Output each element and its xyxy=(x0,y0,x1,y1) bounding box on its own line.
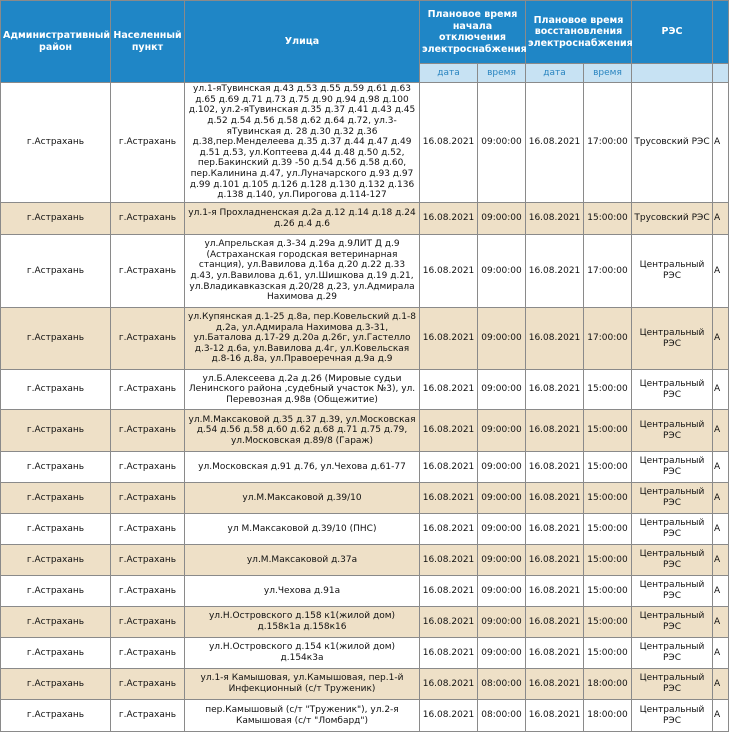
locality-cell: г.Астрахань xyxy=(111,700,185,732)
table-row xyxy=(1,514,729,545)
off-date-cell: 16.08.2021 xyxy=(420,576,478,607)
res-cell: Трусовский РЭС xyxy=(632,203,713,235)
off-date-cell: 16.08.2021 xyxy=(420,235,478,308)
off-date-cell: 16.08.2021 xyxy=(420,638,478,669)
extra-cell: А xyxy=(713,483,729,514)
district-cell: г.Астрахань xyxy=(1,545,111,576)
street-cell: ул.М.Максаковой д.39/10 xyxy=(185,483,420,514)
table-row xyxy=(1,638,729,669)
off-time-cell: 09:00:00 xyxy=(478,203,526,235)
subheader-res-blank xyxy=(632,64,713,83)
off-time-cell: 09:00:00 xyxy=(478,638,526,669)
off-time-cell: 09:00:00 xyxy=(478,607,526,638)
header-row xyxy=(1,1,729,64)
street-cell: ул.Н.Островского д.158 к1(жилой дом) д.158к1а д.158к16 xyxy=(185,607,420,638)
on-date-cell: 16.08.2021 xyxy=(526,83,584,203)
off-date-cell: 16.08.2021 xyxy=(420,83,478,203)
street-cell: ул.1-я Прохладненская д.2а д.12 д.14 д.18 д.24 д.26 д.4 д.6 xyxy=(185,203,420,235)
on-date-cell: 16.08.2021 xyxy=(526,514,584,545)
off-time-cell: 09:00:00 xyxy=(478,410,526,452)
on-date-cell: 16.08.2021 xyxy=(526,700,584,732)
off-date-cell: 16.08.2021 xyxy=(420,308,478,370)
district-cell: г.Астрахань xyxy=(1,203,111,235)
street-cell: ул.Б.Алексеева д.2а д.26 (Мировые судьи Ленинского района ,судебный участок №3), ул. Перевозная д.98в (Общежитие) xyxy=(185,370,420,410)
on-time-cell: 17:00:00 xyxy=(584,235,632,308)
locality-cell: г.Астрахань xyxy=(111,669,185,700)
street-cell: ул.М.Максаковой д.35 д.37 д.39, ул.Московская д.54 д.56 д.58 д.60 д.62 д.68 д.71 д.75 д.79, ул.Московская д.89/8 (Гараж) xyxy=(185,410,420,452)
on-date-cell: 16.08.2021 xyxy=(526,576,584,607)
subheader-on-date: дата xyxy=(526,64,584,83)
street-cell: ул М.Максаковой д.39/10 (ПНС) xyxy=(185,514,420,545)
res-cell: Центральный РЭС xyxy=(632,514,713,545)
district-cell: г.Астрахань xyxy=(1,83,111,203)
res-cell: Центральный РЭС xyxy=(632,700,713,732)
res-cell: Центральный РЭС xyxy=(632,235,713,308)
off-time-cell: 09:00:00 xyxy=(478,452,526,483)
res-cell: Центральный РЭС xyxy=(632,410,713,452)
on-date-cell: 16.08.2021 xyxy=(526,607,584,638)
extra-cell: А xyxy=(713,235,729,308)
header-on-time: Плановое время восстановления электроснабжения xyxy=(526,1,632,64)
on-date-cell: 16.08.2021 xyxy=(526,370,584,410)
res-cell: Центральный РЭС xyxy=(632,638,713,669)
district-cell: г.Астрахань xyxy=(1,452,111,483)
locality-cell: г.Астрахань xyxy=(111,235,185,308)
off-date-cell: 16.08.2021 xyxy=(420,452,478,483)
street-cell: ул.1-яТувинская д.43 д.53 д.55 д.59 д.61 д.63 д.65 д.69 д.71 д.73 д.75 д.90 д.94 д.98 д.100 д.102, ул.2-яТувинская д.35 д.37 д.41 д.43 д.45 д.52 д.54 д.56 д.58 д.62 д.64 д.72, ул.3-яТувинская д. 28 д.30 д.32 д.36 д.38,пер.Менделеева д.35 д.37 д.44 д.47 д.49 д.51 д.53, ул.Коптеева д.44 д.48 д.50 д.52, пер.Бакинский д.39 -50 д.54 д.56 д.58 д.60, пер.Калинина д.47, ул.Луначарского д.93 д.97 д.99 д.101 д.105 д.126 д.128 д.130 д.132 д.136 д.138 д.140, ул.Пирогова д.114-127 xyxy=(185,83,420,203)
on-time-cell: 15:00:00 xyxy=(584,607,632,638)
extra-cell: А xyxy=(713,638,729,669)
off-date-cell: 16.08.2021 xyxy=(420,483,478,514)
table-row xyxy=(1,607,729,638)
off-date-cell: 16.08.2021 xyxy=(420,545,478,576)
on-time-cell: 15:00:00 xyxy=(584,410,632,452)
table-row xyxy=(1,203,729,235)
district-cell: г.Астрахань xyxy=(1,514,111,545)
header-extra xyxy=(713,1,729,64)
district-cell: г.Астрахань xyxy=(1,638,111,669)
on-date-cell: 16.08.2021 xyxy=(526,235,584,308)
off-date-cell: 16.08.2021 xyxy=(420,607,478,638)
district-cell: г.Астрахань xyxy=(1,700,111,732)
res-cell: Центральный РЭС xyxy=(632,669,713,700)
on-date-cell: 16.08.2021 xyxy=(526,545,584,576)
extra-cell: А xyxy=(713,410,729,452)
on-date-cell: 16.08.2021 xyxy=(526,669,584,700)
table-row xyxy=(1,83,729,203)
on-time-cell: 15:00:00 xyxy=(584,452,632,483)
locality-cell: г.Астрахань xyxy=(111,545,185,576)
locality-cell: г.Астрахань xyxy=(111,410,185,452)
locality-cell: г.Астрахань xyxy=(111,370,185,410)
street-cell: пер.Камышовый (с/т "Труженик"), ул.2-я Камышовая (с/т "Ломбард") xyxy=(185,700,420,732)
res-cell: Центральный РЭС xyxy=(632,483,713,514)
district-cell: г.Астрахань xyxy=(1,576,111,607)
locality-cell: г.Астрахань xyxy=(111,308,185,370)
off-time-cell: 09:00:00 xyxy=(478,83,526,203)
subheader-off-date: дата xyxy=(420,64,478,83)
extra-cell: А xyxy=(713,203,729,235)
on-time-cell: 15:00:00 xyxy=(584,483,632,514)
locality-cell: г.Астрахань xyxy=(111,607,185,638)
res-cell: Центральный РЭС xyxy=(632,308,713,370)
table-row xyxy=(1,410,729,452)
extra-cell: А xyxy=(713,545,729,576)
table-row xyxy=(1,370,729,410)
off-time-cell: 09:00:00 xyxy=(478,235,526,308)
res-cell: Центральный РЭС xyxy=(632,545,713,576)
off-time-cell: 09:00:00 xyxy=(478,308,526,370)
table-row xyxy=(1,545,729,576)
on-date-cell: 16.08.2021 xyxy=(526,483,584,514)
table-row xyxy=(1,483,729,514)
district-cell: г.Астрахань xyxy=(1,410,111,452)
extra-cell: А xyxy=(713,452,729,483)
on-time-cell: 15:00:00 xyxy=(584,638,632,669)
locality-cell: г.Астрахань xyxy=(111,452,185,483)
on-date-cell: 16.08.2021 xyxy=(526,308,584,370)
off-time-cell: 08:00:00 xyxy=(478,700,526,732)
district-cell: г.Астрахань xyxy=(1,235,111,308)
on-time-cell: 15:00:00 xyxy=(584,545,632,576)
res-cell: Центральный РЭС xyxy=(632,576,713,607)
table-row xyxy=(1,576,729,607)
street-cell: ул.Купянская д.1-25 д.8а, пер.Ковельский д.1-8 д.2а, ул.Адмирала Нахимова д.3-31, ул.Баталова д.17-29 д.20а д.26г, ул.Гастелло д.3-12 д.6а, ул.Вавилова д.4г, ул.Ковельская д.8-16 д.8а, ул.Правоеречная д.9а д.9 xyxy=(185,308,420,370)
header-district: Административный район xyxy=(1,1,111,83)
extra-cell: А xyxy=(713,576,729,607)
on-time-cell: 18:00:00 xyxy=(584,700,632,732)
res-cell: Центральный РЭС xyxy=(632,607,713,638)
street-cell: ул.1-я Камышовая, ул.Камышовая, пер.1-й Инфекционный (с/т Труженик) xyxy=(185,669,420,700)
off-date-cell: 16.08.2021 xyxy=(420,203,478,235)
res-cell: Трусовский РЭС xyxy=(632,83,713,203)
street-cell: ул.Чехова д.91а xyxy=(185,576,420,607)
district-cell: г.Астрахань xyxy=(1,370,111,410)
on-date-cell: 16.08.2021 xyxy=(526,410,584,452)
off-time-cell: 09:00:00 xyxy=(478,576,526,607)
off-date-cell: 16.08.2021 xyxy=(420,410,478,452)
subheader-on-time: время xyxy=(584,64,632,83)
extra-cell: А xyxy=(713,607,729,638)
subheader-off-time: время xyxy=(478,64,526,83)
header-locality: Населенный пункт xyxy=(111,1,185,83)
street-cell: ул.Апрельская д.3-34 д.29а д.9ЛИТ Д д.9 (Астраханская городская ветеринарная станция), ул.Вавилова д.16а д.20 д.22 д.33 д.43, ул.Вавилова д.61, ул.Шишкова д.19 д.21, ул.Владикавказская д.20/28 д.23, ул.Адмирала Нахимова д.29 xyxy=(185,235,420,308)
street-cell: ул.Н.Островского д.154 к1(жилой дом) д.154к3а xyxy=(185,638,420,669)
table-row xyxy=(1,308,729,370)
on-date-cell: 16.08.2021 xyxy=(526,452,584,483)
extra-cell: А xyxy=(713,308,729,370)
locality-cell: г.Астрахань xyxy=(111,203,185,235)
on-time-cell: 15:00:00 xyxy=(584,203,632,235)
table-row xyxy=(1,452,729,483)
header-street: Улица xyxy=(185,1,420,83)
on-time-cell: 17:00:00 xyxy=(584,83,632,203)
on-time-cell: 15:00:00 xyxy=(584,370,632,410)
on-time-cell: 18:00:00 xyxy=(584,669,632,700)
off-date-cell: 16.08.2021 xyxy=(420,514,478,545)
off-date-cell: 16.08.2021 xyxy=(420,669,478,700)
extra-cell: А xyxy=(713,514,729,545)
header-off-time: Плановое время начала отключения электроснабжения xyxy=(420,1,526,64)
on-time-cell: 15:00:00 xyxy=(584,514,632,545)
on-time-cell: 17:00:00 xyxy=(584,308,632,370)
locality-cell: г.Астрахань xyxy=(111,576,185,607)
extra-cell: А xyxy=(713,669,729,700)
on-date-cell: 16.08.2021 xyxy=(526,203,584,235)
district-cell: г.Астрахань xyxy=(1,669,111,700)
on-time-cell: 15:00:00 xyxy=(584,576,632,607)
subheader-extra-blank xyxy=(713,64,729,83)
locality-cell: г.Астрахань xyxy=(111,638,185,669)
off-date-cell: 16.08.2021 xyxy=(420,700,478,732)
street-cell: ул.М.Максаковой д.37а xyxy=(185,545,420,576)
off-date-cell: 16.08.2021 xyxy=(420,370,478,410)
table-row xyxy=(1,235,729,308)
on-date-cell: 16.08.2021 xyxy=(526,638,584,669)
off-time-cell: 08:00:00 xyxy=(478,669,526,700)
locality-cell: г.Астрахань xyxy=(111,83,185,203)
table-row xyxy=(1,669,729,700)
district-cell: г.Астрахань xyxy=(1,607,111,638)
off-time-cell: 09:00:00 xyxy=(478,483,526,514)
table-row xyxy=(1,700,729,732)
off-time-cell: 09:00:00 xyxy=(478,545,526,576)
off-time-cell: 09:00:00 xyxy=(478,514,526,545)
district-cell: г.Астрахань xyxy=(1,483,111,514)
extra-cell: А xyxy=(713,83,729,203)
street-cell: ул.Московская д.91 д.76, ул.Чехова д.61-77 xyxy=(185,452,420,483)
extra-cell: А xyxy=(713,700,729,732)
extra-cell: А xyxy=(713,370,729,410)
res-cell: Центральный РЭС xyxy=(632,452,713,483)
locality-cell: г.Астрахань xyxy=(111,514,185,545)
locality-cell: г.Астрахань xyxy=(111,483,185,514)
off-time-cell: 09:00:00 xyxy=(478,370,526,410)
header-res: РЭС xyxy=(632,1,713,64)
res-cell: Центральный РЭС xyxy=(632,370,713,410)
district-cell: г.Астрахань xyxy=(1,308,111,370)
